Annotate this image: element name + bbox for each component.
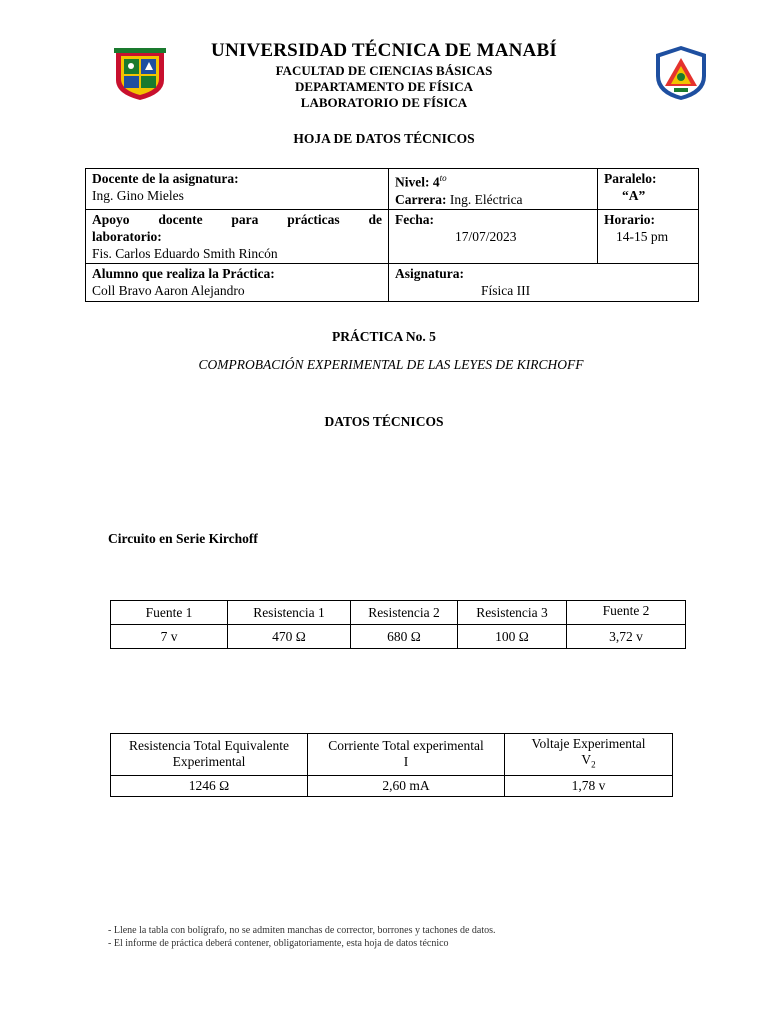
asignatura-value: Física III [481,282,531,298]
table2-header-resistance [111,734,308,776]
practice-subtitle: COMPROBACIÓN EXPERIMENTAL DE LAS LEYES DE KIRCHOFF [198,357,584,372]
table2-header-voltage [505,734,673,776]
paralelo-cell [598,169,699,210]
apoyo-label-line2: laboratorio: [92,228,162,244]
fecha-label: Fecha: [395,211,434,227]
nivel-value: 4 [432,174,440,190]
table2-header-resistance-line2: Experimental [172,754,246,770]
practice-number: PRÁCTICA No. 5 [332,329,436,344]
table2-header-voltage-line2: V [581,752,592,767]
alumno-cell [86,263,389,301]
fecha-value: 17/07/2023 [455,228,517,244]
alumno-value: Coll Bravo Aaron Alejandro [92,282,245,298]
alumno-label: Alumno que realiza la Práctica: [92,265,275,281]
nivel-label: Nivel: [395,174,430,190]
table1-value: 470 Ω [228,625,351,649]
table2-header-voltage-subscript: 2 [591,759,596,770]
table1-header: Resistencia 1 [228,601,351,625]
fecha-cell [389,209,598,263]
nivel-carrera-cell [389,169,598,210]
results-table [110,733,673,797]
sheet-title: HOJA DE DATOS TÉCNICOS [293,131,475,146]
table1-value: 680 Ω [351,625,458,649]
table2-value: 1246 Ω [111,775,308,796]
horario-cell [598,209,699,263]
note-item: - El informe de práctica deberá contener, obligatoriamente, esta hoja de datos técnico [108,938,449,949]
table1-value: 100 Ω [458,625,567,649]
carrera-value: Ing. Eléctrica [449,191,523,207]
table1-header: Resistencia 3 [458,601,567,625]
docente-value: Ing. Gino Mieles [92,188,184,203]
horario-value: 14-15 pm [616,228,669,244]
components-table [110,600,686,649]
paralelo-label: Paralelo: [604,171,657,186]
department-name: DEPARTAMENTO DE FÍSICA [295,79,473,94]
table2-header-current-line1: Corriente Total experimental [328,738,484,754]
asignatura-cell [389,263,699,301]
section-title: DATOS TÉCNICOS [324,414,444,429]
faculty-name: FACULTAD DE CIENCIAS BÁSICAS [275,63,493,78]
table2-header-current-line2: I [403,754,409,770]
apoyo-cell [86,209,389,263]
table2-header-resistance-line1: Resistencia Total Equivalente [128,738,289,754]
course-info-table [85,168,699,302]
docente-cell [86,169,389,210]
footer-notes [108,924,496,950]
docente-label: Docente de la asignatura: [92,171,239,186]
table2-header-voltage-line1: Voltaje Experimental [531,736,646,751]
circuit-heading: Circuito en Serie Kirchoff [108,531,258,546]
horario-label: Horario: [604,211,655,227]
paralelo-value: “A” [622,188,646,203]
table1-header: Resistencia 2 [351,601,458,625]
university-name: UNIVERSIDAD TÉCNICA DE MANABÍ [211,40,557,61]
table1-header: Fuente 1 [111,601,228,625]
note-item: - Llene la tabla con bolígrafo, no se admiten manchas de corrector, borrones y tachones de datos. [108,925,496,936]
table1-value: 3,72 v [567,625,686,649]
table1-value: 7 v [111,625,228,649]
lab-name: LABORATORIO DE FÍSICA [300,95,468,110]
asignatura-label: Asignatura: [395,265,465,281]
table2-header-current [308,734,505,776]
nivel-superscript: to [439,173,447,183]
table1-header: Fuente 2 [567,601,686,625]
apoyo-label-line1: Apoyo docente para prácticas de [92,211,382,227]
apoyo-value: Fis. Carlos Eduardo Smith Rincón [92,245,278,261]
table2-value: 1,78 v [505,775,673,796]
table2-value: 2,60 mA [308,775,505,796]
carrera-label: Carrera: [395,191,447,207]
